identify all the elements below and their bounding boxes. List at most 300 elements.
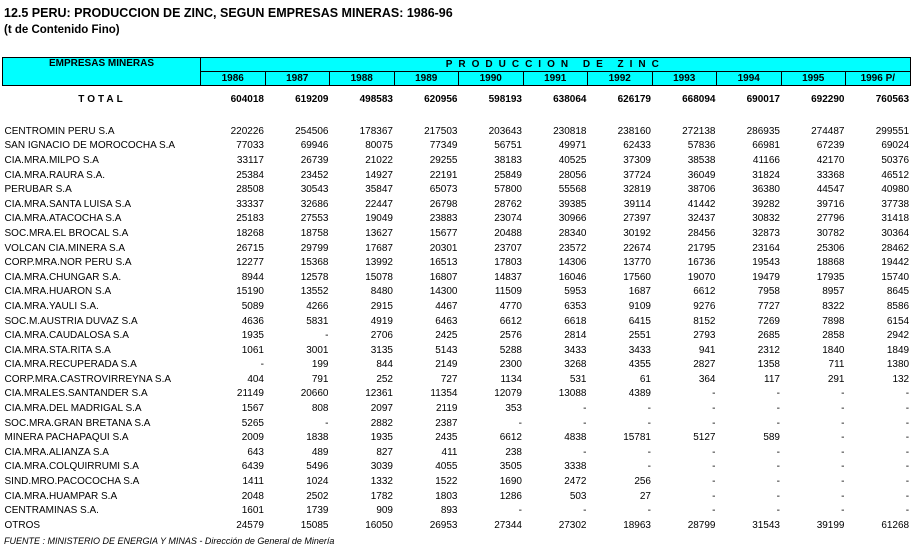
total-value: 668094 (682, 93, 716, 105)
production-value: 27553 (300, 213, 329, 225)
production-value: - (712, 490, 716, 502)
table-row (3, 518, 911, 533)
page-title: 12.5 PERU: PRODUCCION DE ZINC, SEGUN EMPRESAS MINERAS: 1986-96 (4, 6, 453, 20)
production-value: - (647, 461, 651, 473)
production-value: 16807 (429, 271, 458, 283)
production-value: 20488 (494, 227, 522, 239)
production-value: 20301 (429, 242, 458, 254)
production-value: 25306 (816, 242, 845, 254)
production-value: 26715 (236, 242, 264, 254)
total-value: 620956 (424, 93, 458, 105)
production-value: 2119 (435, 403, 458, 415)
production-value: 9109 (628, 300, 651, 312)
production-value: - (518, 417, 522, 429)
production-value: 6463 (435, 315, 458, 327)
production-value: - (583, 417, 587, 429)
production-value: 2827 (693, 359, 716, 371)
production-value: 791 (311, 373, 329, 385)
production-value: 77033 (236, 140, 264, 152)
production-value: - (776, 388, 780, 400)
production-value: 66981 (752, 140, 780, 152)
production-value: 30364 (881, 227, 910, 239)
production-value: 8645 (886, 286, 910, 298)
production-value: 36049 (687, 169, 716, 181)
production-value: 44547 (816, 184, 845, 196)
production-value: - (776, 461, 780, 473)
production-value: - (325, 417, 329, 429)
production-value: 16736 (687, 257, 716, 269)
company-name: CORP.MRA.CASTROVIRREYNA S.A (4, 373, 172, 385)
production-value: 199 (311, 359, 329, 371)
production-value: 7727 (757, 300, 780, 312)
production-value: 3001 (306, 344, 329, 356)
production-value: 5288 (499, 344, 522, 356)
company-name: SAN IGNACIO DE MOROCOCHA S.A (4, 140, 176, 152)
production-value: - (583, 403, 587, 415)
table-row (3, 124, 911, 139)
production-value: 4055 (435, 461, 458, 473)
production-value: 31418 (881, 213, 910, 225)
production-value: - (712, 388, 716, 400)
production-value: 6439 (241, 461, 264, 473)
production-value: 1782 (370, 490, 393, 502)
company-name: OTROS (4, 519, 41, 531)
company-name: CIA.MRA.CHUNGAR S.A. (4, 271, 122, 283)
production-value: 1567 (241, 403, 264, 415)
production-value: 14300 (429, 286, 458, 298)
table-row (3, 416, 911, 431)
production-value: 503 (569, 490, 587, 502)
production-value: 19543 (752, 257, 780, 269)
production-value: 27302 (558, 519, 587, 531)
production-value: 30832 (752, 213, 780, 225)
table-row (3, 197, 911, 212)
year-header: 1990 (459, 72, 524, 86)
production-value: 6154 (886, 315, 910, 327)
production-value: 1134 (500, 373, 522, 385)
production-value: 2387 (435, 417, 458, 429)
production-value: 2472 (564, 476, 587, 488)
production-value: 4389 (628, 388, 651, 400)
table-row (3, 299, 911, 314)
production-value: - (647, 417, 651, 429)
production-value: 12079 (494, 388, 522, 400)
production-value: 30782 (816, 227, 845, 239)
production-value: 19479 (752, 271, 780, 283)
production-value: 11509 (494, 286, 522, 298)
production-value: - (841, 461, 845, 473)
production-value: 38538 (687, 154, 716, 166)
production-value: 12361 (365, 388, 393, 400)
table-row (3, 343, 911, 358)
company-name: PERUBAR S.A (4, 184, 72, 196)
production-value: 203643 (488, 125, 522, 137)
production-value: 2793 (693, 330, 716, 342)
production-value: 19049 (365, 213, 393, 225)
production-value: 2915 (370, 300, 393, 312)
production-value: 22191 (429, 169, 458, 181)
company-name: CIA.MRA.MILPO S.A (4, 154, 99, 166)
production-value: 411 (441, 446, 458, 458)
production-value: 2048 (241, 490, 264, 502)
total-value: 692290 (811, 93, 845, 105)
production-value: 6415 (628, 315, 651, 327)
production-value: 36380 (752, 184, 780, 196)
production-value: 15190 (236, 286, 264, 298)
production-value: 1838 (306, 432, 329, 444)
company-name: CIA.MRA.ALIANZA S.A (4, 446, 109, 458)
production-value: - (905, 476, 910, 488)
table-row (3, 314, 911, 329)
production-value: 23074 (494, 213, 522, 225)
production-value: 56751 (494, 140, 522, 152)
production-value: 4266 (306, 300, 329, 312)
production-value: 238 (505, 446, 522, 458)
production-value: 15368 (300, 257, 329, 269)
production-value: 5953 (564, 286, 587, 298)
production-value: - (841, 476, 845, 488)
production-value: 132 (892, 373, 910, 385)
production-value: 274487 (811, 125, 845, 137)
production-value: 3039 (370, 461, 393, 473)
production-value: 9276 (693, 300, 716, 312)
production-value: - (841, 388, 845, 400)
production-value: 29799 (300, 242, 329, 254)
production-value: 5143 (435, 344, 458, 356)
production-value: 28799 (687, 519, 716, 531)
production-value: 8152 (693, 315, 716, 327)
production-value: 4919 (370, 315, 393, 327)
production-value: 39282 (752, 198, 780, 210)
company-name: CENTROMIN PERU S.A (4, 125, 115, 137)
total-row (3, 86, 911, 113)
table-row (3, 255, 911, 270)
table-row (3, 270, 911, 285)
production-value: 3268 (564, 359, 587, 371)
production-value: 3433 (564, 344, 587, 356)
company-name: CIA.MRA.DEL MADRIGAL S.A (4, 403, 142, 415)
production-value: 62433 (623, 140, 651, 152)
production-value: 31543 (752, 519, 780, 531)
production-value: 117 (764, 373, 780, 385)
production-value: 727 (440, 373, 458, 385)
production-value: 217503 (424, 125, 458, 137)
production-value: - (776, 490, 780, 502)
spacer-row (3, 112, 911, 124)
production-value: 5496 (306, 461, 329, 473)
year-header: 1988 (330, 72, 395, 86)
production-value: 6612 (499, 432, 522, 444)
production-value: 2576 (499, 330, 522, 342)
production-value: 20660 (300, 388, 329, 400)
table-row (3, 285, 911, 300)
production-value: 27344 (494, 519, 522, 531)
production-value: 28462 (881, 242, 910, 254)
production-value: 844 (376, 359, 393, 371)
company-name: MINERA PACHAPAQUI S.A (4, 432, 129, 444)
company-name: CIA.MRA.ATACOCHA S.A (4, 213, 122, 225)
production-value: - (776, 446, 780, 458)
production-value: 23572 (558, 242, 587, 254)
production-value: 50376 (881, 154, 910, 166)
company-name: CIA.MRALES.SANTANDER S.A (4, 388, 148, 400)
production-value: - (712, 461, 716, 473)
table-row (3, 168, 911, 183)
production-value: 37738 (881, 198, 910, 210)
production-value: 61268 (881, 519, 910, 531)
production-value: 27397 (623, 213, 651, 225)
production-value: 57800 (494, 184, 522, 196)
production-value: 272138 (682, 125, 716, 137)
production-value: 5127 (693, 432, 716, 444)
production-value: 2149 (435, 359, 458, 371)
production-value: 2814 (564, 330, 587, 342)
production-value: 353 (505, 403, 522, 415)
production-value: 25183 (236, 213, 264, 225)
production-value: 18868 (816, 257, 845, 269)
table-row (3, 372, 911, 387)
production-value: 5265 (241, 417, 264, 429)
production-value: 13552 (300, 286, 329, 298)
table-row (3, 401, 911, 416)
production-value: 1601 (241, 505, 264, 517)
company-name: CORP.MRA.NOR PERU S.A (4, 257, 132, 269)
year-header: 1989 (394, 72, 459, 86)
production-value: 4838 (564, 432, 587, 444)
production-value: 6612 (499, 315, 522, 327)
production-value: 80075 (365, 140, 393, 152)
production-value: - (905, 446, 910, 458)
production-value: 57836 (687, 140, 716, 152)
production-value: - (905, 388, 910, 400)
production-value: 13627 (365, 227, 393, 239)
production-value: 2097 (370, 403, 393, 415)
production-value: 11354 (430, 388, 458, 400)
production-value: 291 (827, 373, 845, 385)
company-name: SIND.MRO.PACOCOCHA S.A (4, 476, 140, 488)
production-value: - (712, 476, 716, 488)
production-value: 19442 (881, 257, 910, 269)
production-value: 2882 (370, 417, 393, 429)
production-value: 2312 (757, 344, 780, 356)
production-value: 15781 (623, 432, 651, 444)
year-header: 1996 P/ (846, 72, 911, 86)
year-header: 1986 (201, 72, 266, 86)
production-value: 28056 (558, 169, 587, 181)
total-value: 626179 (617, 93, 651, 105)
production-value: 17560 (623, 271, 651, 283)
table-row (3, 212, 911, 227)
production-value: 256 (634, 476, 651, 488)
production-value: 238160 (617, 125, 651, 137)
production-value: - (841, 505, 845, 517)
production-value: 1935 (241, 330, 264, 342)
production-value: 16046 (558, 271, 587, 283)
production-value: 8322 (822, 300, 845, 312)
table-row (3, 460, 911, 475)
production-value: - (776, 476, 780, 488)
production-value: 2435 (435, 432, 458, 444)
production-value: - (905, 432, 910, 444)
production-value: 15740 (881, 271, 910, 283)
production-value: - (841, 432, 845, 444)
production-value: 17935 (816, 271, 845, 283)
company-name: CIA.MRA.HUAMPAR S.A (4, 490, 118, 502)
production-value: 1024 (306, 476, 329, 488)
company-name: CIA.MRA.YAULI S.A. (4, 300, 99, 312)
production-value: 40525 (558, 154, 587, 166)
production-value: 39385 (558, 198, 587, 210)
total-value: 598193 (488, 93, 522, 105)
production-value: 30543 (300, 184, 329, 196)
production-value: 15677 (429, 227, 458, 239)
table-row (3, 474, 911, 489)
production-value: 17803 (494, 257, 522, 269)
production-value: 827 (376, 446, 393, 458)
zinc-production-table (2, 57, 911, 533)
production-value: 23883 (429, 213, 458, 225)
production-value: 252 (376, 373, 393, 385)
production-value: 41166 (752, 154, 780, 166)
production-value: 55568 (558, 184, 587, 196)
production-value: 589 (763, 432, 780, 444)
production-value: 1840 (822, 344, 845, 356)
table-row (3, 328, 911, 343)
production-value: 893 (440, 505, 458, 517)
company-name: SOC.MRA.GRAN BRETANA S.A (4, 417, 151, 429)
production-value: 3505 (499, 461, 522, 473)
production-value: 2300 (499, 359, 522, 371)
production-value: 1286 (499, 490, 522, 502)
company-name: SOC.MRA.EL BROCAL S.A (4, 227, 129, 239)
production-value: 254506 (295, 125, 329, 137)
production-value: 1935 (370, 432, 393, 444)
production-value: 18268 (236, 227, 264, 239)
production-value: 643 (247, 446, 264, 458)
production-value: - (647, 446, 651, 458)
production-value: 6618 (564, 315, 587, 327)
production-value: 17687 (365, 242, 393, 254)
company-column-header: EMPRESAS MINERAS (3, 58, 201, 86)
production-value: 5089 (241, 300, 264, 312)
total-value: 760563 (875, 93, 910, 105)
table-row (3, 182, 911, 197)
production-value: 6612 (693, 286, 716, 298)
page-subtitle: (t de Contenido Fino) (4, 24, 120, 36)
production-value: 32873 (752, 227, 780, 239)
company-name: CIA.MRA.HUARON S.A (4, 286, 112, 298)
production-value: 299551 (875, 125, 910, 137)
production-value: 37309 (623, 154, 651, 166)
table-row (3, 241, 911, 256)
production-value: 404 (247, 373, 264, 385)
production-value: 29255 (429, 154, 458, 166)
production-value: 38183 (494, 154, 522, 166)
production-value: 41442 (687, 198, 716, 210)
total-value: 690017 (746, 93, 780, 105)
year-header: 1994 (717, 72, 782, 86)
table-row (3, 153, 911, 168)
production-value: 19070 (687, 271, 716, 283)
production-value: 38706 (687, 184, 716, 196)
production-value: 27796 (816, 213, 845, 225)
total-value: 498583 (359, 93, 393, 105)
production-value: 32437 (687, 213, 716, 225)
production-value: 16050 (365, 519, 393, 531)
production-value: 23707 (494, 242, 522, 254)
production-value: 21022 (365, 154, 393, 166)
production-value: 33368 (816, 169, 845, 181)
year-header: 1991 (523, 72, 588, 86)
production-value: - (647, 505, 651, 517)
production-value: 1061 (241, 344, 264, 356)
production-value: 35847 (365, 184, 393, 196)
production-value: 286935 (746, 125, 780, 137)
production-value: 941 (698, 344, 716, 356)
production-value: 67239 (816, 140, 845, 152)
production-value: 65073 (429, 184, 458, 196)
production-value: 1358 (757, 359, 780, 371)
total-value: 604018 (230, 93, 264, 105)
production-value: 61 (639, 373, 651, 385)
production-value: 16513 (429, 257, 458, 269)
production-value: - (518, 505, 522, 517)
production-value: 4770 (499, 300, 522, 312)
company-name: CIA.MRA.CAUDALOSA S.A (4, 330, 129, 342)
production-value: 22447 (365, 198, 393, 210)
production-value: 33117 (236, 154, 264, 166)
table-row (3, 226, 911, 241)
production-value: 13770 (623, 257, 651, 269)
production-value: 13088 (558, 388, 587, 400)
production-value: 4355 (628, 359, 651, 371)
production-value: 2551 (628, 330, 651, 342)
company-name: CENTRAMINAS S.A. (4, 505, 99, 517)
production-value: - (841, 403, 845, 415)
production-value: 1522 (435, 476, 458, 488)
production-value: 21149 (236, 388, 264, 400)
production-value: 49971 (558, 140, 587, 152)
table-row (3, 387, 911, 402)
production-value: - (325, 330, 329, 342)
production-value: 3338 (564, 461, 587, 473)
production-value: 7898 (822, 315, 845, 327)
production-value: 531 (569, 373, 587, 385)
production-value: 23164 (752, 242, 780, 254)
production-value: 14306 (558, 257, 587, 269)
table-row (3, 489, 911, 504)
production-value: 230818 (553, 125, 587, 137)
total-value: 619209 (295, 93, 329, 105)
year-header: 1993 (652, 72, 717, 86)
production-value: 28340 (558, 227, 587, 239)
year-header: 1992 (588, 72, 653, 86)
production-value: 21795 (687, 242, 716, 254)
production-value: 30192 (623, 227, 651, 239)
production-value: 33337 (236, 198, 264, 210)
production-value: 3433 (628, 344, 651, 356)
production-value: 5831 (306, 315, 329, 327)
production-value: 8944 (241, 271, 264, 283)
production-value: 31824 (752, 169, 780, 181)
production-value: - (905, 505, 910, 517)
production-value: 26798 (429, 198, 458, 210)
production-value: 14837 (494, 271, 522, 283)
production-group-header: PRODUCCION DE ZINC (201, 58, 911, 72)
production-value: 77349 (429, 140, 458, 152)
production-value: 32686 (300, 198, 329, 210)
production-value: 39716 (816, 198, 845, 210)
